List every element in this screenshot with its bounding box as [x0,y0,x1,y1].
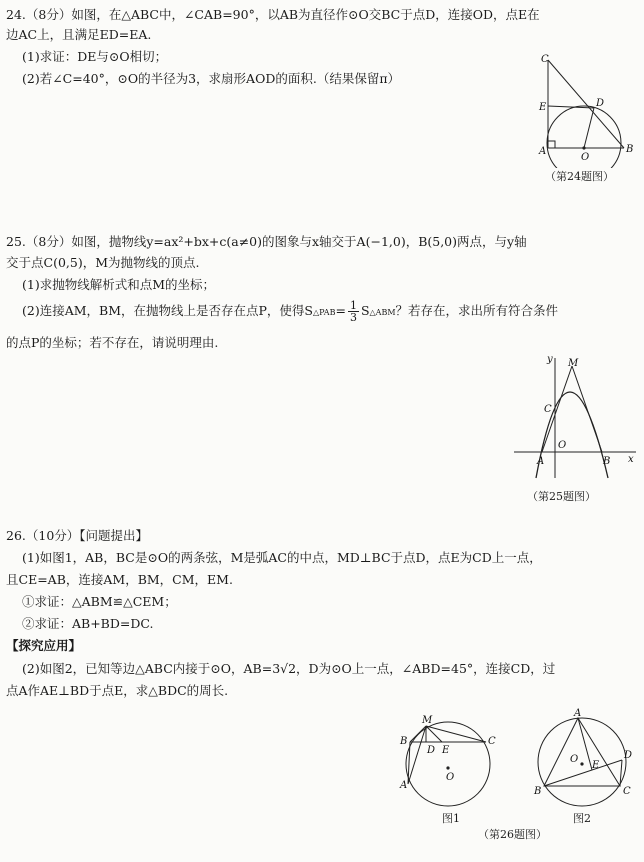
q25-stem-line2: 交于点C(0,5)，M为抛物线的顶点. [6,255,200,270]
q24-stem-line2: 边AC上，且满足ED=EA. [6,27,152,42]
q25-label-c: C [544,404,552,415]
q24-segment-bc [548,60,624,148]
q26-fig1-circle [406,722,490,806]
q26-fig2-label-e: E [592,760,600,771]
q26-part1-cont: 且CE=AB，连接AM，BM，CM，EM. [6,572,233,587]
q25-label-m: M [568,358,579,369]
q25-stem-line1: 25.（8分）如图，抛物线y=ax²+bx+c(a≠0)的图象与x轴交于A(−1,0)，B(5,0)两点，与y轴 [6,234,527,249]
q26-fig1-label-b: B [400,736,408,747]
q24-label-b: B [626,144,634,155]
q26-fig2-title: 图2 [573,812,591,825]
q26-part1: (1)如图1，AB，BC是⊙O的两条弦，M是弧AC的中点，MD⊥BC于点D，点E为CD上一点， [22,550,542,565]
q24-segment-od [584,108,594,148]
q24-part2: (2)若∠C=40°，⊙O的半径为3，求扇形AOD的面积.（结果保留π） [22,71,401,86]
q26-fig2-triangle-abc [544,718,620,786]
q24-label-a: A [539,146,547,157]
q24-label-o: O [581,152,590,163]
q24-label-e: E [539,102,547,113]
q26-fig1-title: 图1 [442,812,460,825]
q26-sub1: ①求证：△ABM≌△CEM； [22,594,177,609]
q24-right-angle-mark [548,141,555,148]
q26-heading1: 26.（10分）【问题提出】 [6,528,149,543]
q24-label-c: C [541,54,549,65]
q25-label-o: O [558,440,567,451]
q25-part1: (1)求抛物线解析式和点M的坐标； [22,277,216,292]
q26-fig1-label-m: M [422,715,433,726]
q26-fig1-label-o: O [446,772,455,783]
q26-fig2-label-o: O [570,754,579,765]
q26-figure1 [396,712,500,812]
q25-figure [510,352,640,484]
q26-fig2-label-b: B [534,786,542,797]
q25-label-x: x [628,454,634,465]
q26-part2-cont: 点A作AE⊥BD于点E，求△BDC的周长. [6,683,229,698]
q25-caption: （第25题图） [527,490,596,503]
q24-caption: （第24题图） [545,170,614,183]
q25-label-y: y [547,354,553,365]
q25-segment-bm [572,366,602,452]
q24-figure [528,50,640,168]
q26-fig1-label-d: D [427,745,436,756]
q24-stem-line1: 24.（8分）如图，在△ABC中，∠CAB=90°，以AB为直径作⊙O交BC于点D，连接OD，点E在 [6,7,540,22]
q26-fig1-label-e: E [442,745,450,756]
q25-fraction: $\frac{1}{3}$ [349,299,357,324]
q26-fig1-label-c: C [488,736,496,747]
q26-heading2: 【探究应用】 [6,638,82,653]
q25-part2-cont: 的点P的坐标；若不存在，请说明理由. [6,335,219,350]
q26-sub2: ②求证：AB+BD=DC. [22,616,154,631]
q26-part2: (2)如图2，已知等边△ABC内接于⊙O，AB=3√2，D为⊙O上一点，∠ABD=45°，连接CD，过 [22,661,556,676]
q26-fig1-label-a: A [400,780,408,791]
q26-fig2-label-d: D [624,750,633,761]
q25-label-b: B [603,456,611,467]
q26-fig2-segment-ae [578,718,592,770]
q26-figure2 [528,706,638,812]
q25-label-a: A [537,456,545,467]
q26-fig2-label-c: C [623,786,631,797]
q24-part1: (1)求证：DE与⊙O相切； [22,49,168,64]
q26-fig2-label-a: A [574,708,582,719]
q24-label-d: D [596,98,605,109]
q26-caption: （第26题图） [478,828,547,841]
q25-part2: (2)连接AM，BM，在抛物线上是否存在点P，使得S△PAB= $\frac{1}{3}$ S△ABM？若存在，求出所有符合条件 [22,299,559,324]
